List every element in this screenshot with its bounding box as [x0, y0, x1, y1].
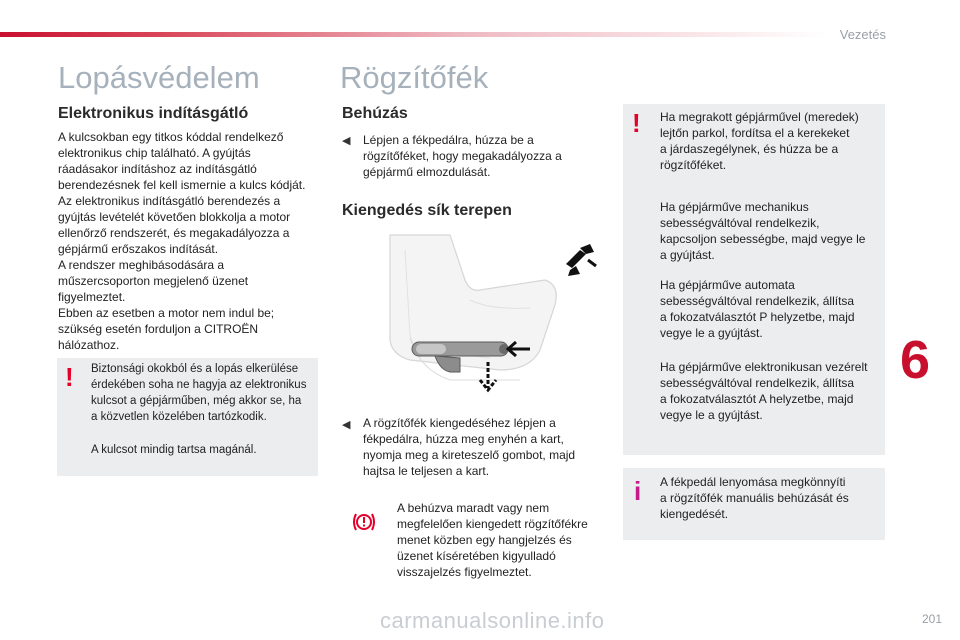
bullet-icon: ◀ — [342, 135, 351, 147]
info-icon: i — [634, 476, 642, 506]
warning-icon: ! — [632, 108, 641, 138]
section-name: Vezetés — [839, 27, 886, 42]
subtitle-indításgátló: Elektronikus indításgátló — [58, 105, 249, 122]
chapter-number: 6 — [900, 330, 931, 390]
right-warning-2: Ha gépjárműve mechanikus sebességváltóval rendelkezik, kapcsoljon sebességbe, majd vegye le a gyújtást. — [660, 200, 866, 262]
watermark: carmanualsonline.info — [380, 608, 605, 633]
alert-text: A behúzva maradt vagy nem megfelelően kiengedett rögzítőfékre menet közben egy hangjelzés és üzenet kíséretében kigyulladó visszajelzés figyelmeztet. — [397, 501, 588, 579]
body-text: A kulcsokban egy titkos kóddal rendelkező elektronikus chip található. A gyújtás ráadásakor indításhoz az indításgátló berendezésnek fel kell ismernie a kulcs kódját. Az elektronikus indításgátló berendezés a gyújtás levételét követően blokkolja a motor ellenőrző rendszerét, és megakadályozza a gépjármű erőszakos indítását. A rendszer meghibásodására a műszercsoporton megjelenő üzenet figyelmeztet. Ebben az esetben a motor nem indul be; szükség esetén forduljon a CITROËN hálózathoz. — [58, 130, 306, 352]
alert-circle-icon — [350, 510, 378, 534]
page-title-rogzitofek: Rögzítőfék — [340, 60, 489, 95]
right-warning-1: Ha megrakott gépjárművel (meredek) lejtőn parkol, fordítsa el a kerekeket a járdaszegélynek, és húzza be a rögzítőféket. — [660, 110, 859, 172]
bullet-icon: ◀ — [342, 419, 351, 431]
warning-text-left: Biztonsági okokból és a lopás elkerülése érdekében soha ne hagyja az elektronikus kulcsot a gépjárműben, még akkor se, ha a közvetlen közelében tartózkodik. — [91, 363, 307, 423]
kiengedes-text: A rögzítőfék kiengedéséhez lépjen a fékpedálra, húzza meg enyhén a kart, nyomja meg a kireteszelő gombot, majd hajtsa le teljesen a kart. — [363, 416, 576, 478]
right-warning-3: Ha gépjárműve automata sebességváltóval rendelkezik, állítsa a fokozatválasztót P helyzetbe, majd vegye le a gyújtást. — [660, 278, 855, 340]
subtitle-kiengedes: Kiengedés sík terepen — [342, 202, 512, 219]
subtitle-behuzas: Behúzás — [342, 105, 408, 122]
page-title-lopasvedelem: Lopásvédelem — [58, 60, 260, 95]
page-number: 201 — [921, 612, 942, 626]
header-accent-bar — [0, 32, 828, 37]
parking-brake-illustration — [380, 230, 580, 400]
right-warning-4: Ha gépjárműve elektronikusan vezérelt sebességváltóval rendelkezik, állítsa a fokozatválasztót A helyzetbe, majd vegye le a gyújtást. — [660, 360, 868, 422]
behuzas-text: Lépjen a fékpedálra, húzza be a rögzítőféket, hogy megakadályozza a gépjármű elmozdulását. — [363, 133, 562, 179]
info-text: A fékpedál lenyomása megkönnyíti a rögzítőfék manuális behúzását és kiengedését. — [660, 475, 849, 521]
warning-icon: ! — [65, 362, 74, 392]
warning-note-left: A kulcsot mindig tartsa magánál. — [91, 444, 257, 456]
parking-brake-hand-icon — [560, 240, 600, 278]
